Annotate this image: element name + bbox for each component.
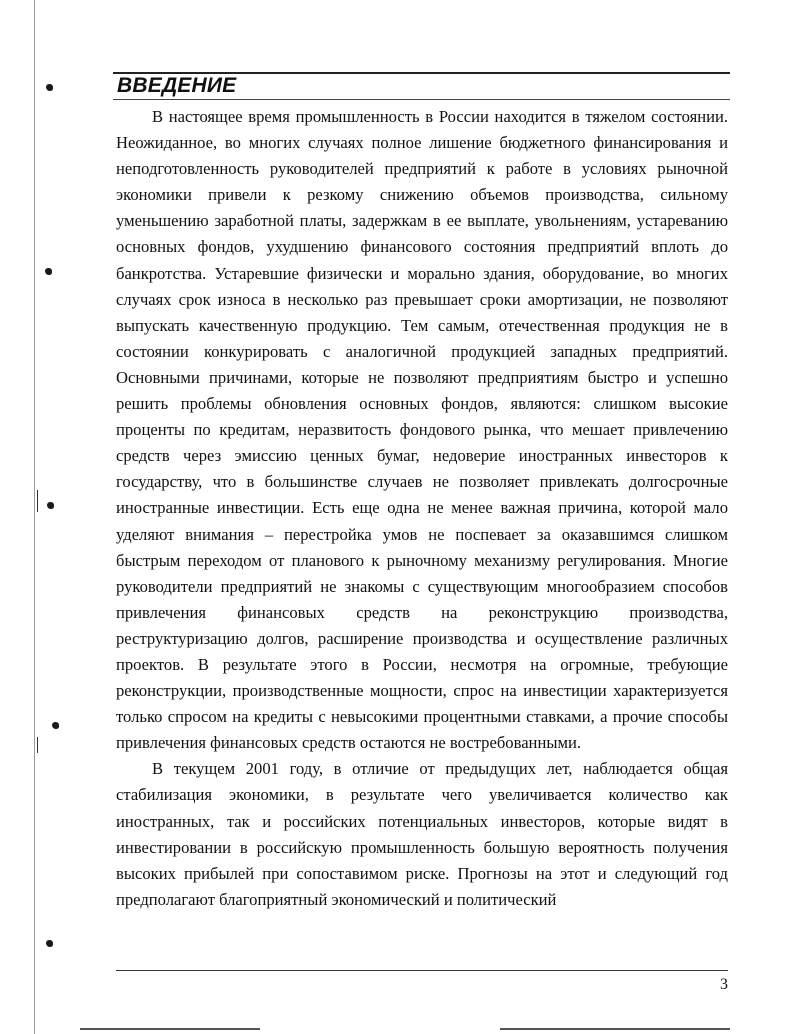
scan-bottom-line xyxy=(80,1028,260,1030)
scan-tick xyxy=(37,490,38,512)
punch-hole-mark xyxy=(46,84,53,91)
scan-bottom-line xyxy=(500,1028,730,1030)
paragraph: В текущем 2001 году, в отличие от предыдущих лет, наблюдается общая стабилизация экономики, в результате чего увеличивается количество как иностранных, так и российских потенциальных инвесторов, которые видят в инвестировании в российскую промышленность большую вероятность получения высоких прибылей при сопоставимом риске. Прогнозы на этот и следующий год предполагают благоприятный экономический и политический xyxy=(116,759,728,909)
scan-tick xyxy=(37,737,38,753)
punch-hole-mark xyxy=(45,268,52,275)
punch-hole-mark xyxy=(52,722,59,729)
punch-hole-mark xyxy=(46,940,53,947)
body-text xyxy=(116,104,728,913)
scan-margin-line xyxy=(34,0,35,1034)
paragraph: В настоящее время промышленность в России находится в тяжелом состоянии. Неожиданное, во многих случаях полное лишение бюджетного финансирования и неподготовленность руководителей предприятий к работе в условиях рыночной экономики привели к резкому снижению объемов производства, сильному уменьшению заработной платы, задержкам в ее выплате, увольнениям, устареванию основных фондов, ухудшению финансового состояния предприятий вплоть до банкротства. Устаревшие физически и морально здания, оборудование, во многих случаях срок износа в несколько раз превышает сроки амортизации, не позволяют выпускать качественную продукцию. Тем самым, отечественная продукция не в состоянии конкурировать с аналогичной продукцией западных предприятий. Основными причинами, которые не позволяют предприятиям быстро и успешно решить проблемы обновления основных фондов, являются: слишком высокие проценты по кредитам, неразвитость фондового рынка, что мешает привлечению средств через эмиссию ценных бумаг, недоверие иностранных инвесторов к государству, что в большинстве случаев не позволяет привлекать долгосрочные иностранные инвестиции. Есть еще одна не менее важная причина, которой мало уделяют внимания – перестройка умов не поспевает за оказавшимся слишком быстрым переходом от планового к рыночному механизму регулирования. Многие руководители предприятий не знакомы с существующим многообразием способов привлечения финансовых средств на реконструкцию производства, реструктуризацию долгов, расширение производства и осуществление различных проектов. В результате этого в России, несмотря на огромные, требующие реконструкции, производственные мощности, спрос на инвестиции характеризуется только спросом на кредиты с невысокими процентными ставками, а прочие способы привлечения финансовых средств остаются не востребованными. xyxy=(116,107,728,753)
footer-rule xyxy=(116,970,728,971)
section-heading: ВВЕДЕНИЕ xyxy=(117,74,237,97)
punch-hole-mark xyxy=(47,502,54,509)
heading-bottom-rule xyxy=(113,99,730,100)
page-number: 3 xyxy=(720,976,728,993)
